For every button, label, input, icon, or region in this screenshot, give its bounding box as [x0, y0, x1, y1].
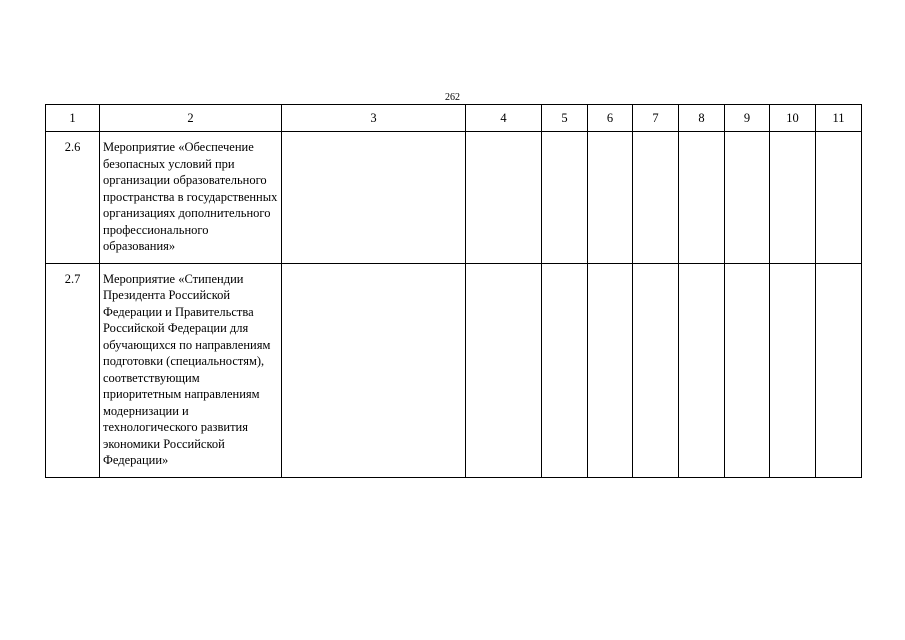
column-header-3: 3 [282, 105, 466, 132]
row-activity-name: Мероприятие «Обеспечение безопасных условий при организации образовательного пространства в государственных организациях дополнительного профессионального образования» [100, 132, 282, 264]
row-number: 2.7 [46, 263, 100, 477]
row-number: 2.6 [46, 132, 100, 264]
column-header-4: 4 [466, 105, 542, 132]
table-cell [282, 263, 466, 477]
table-header-row [46, 105, 862, 132]
column-header-2: 2 [100, 105, 282, 132]
table-row [46, 132, 862, 264]
table-cell [770, 132, 816, 264]
table-cell [542, 263, 588, 477]
table-cell [466, 263, 542, 477]
column-header-5: 5 [542, 105, 588, 132]
column-header-11: 11 [816, 105, 862, 132]
table-cell [542, 132, 588, 264]
row-activity-name: Мероприятие «Стипендии Президента Российской Федерации и Правительства Российской Федерации для обучающихся по направлениям подготовки (специальностям), соответствующим приоритетным направлениям модернизации и технологического развития экономики Российской Федерации» [100, 263, 282, 477]
data-table [45, 104, 862, 478]
table-cell [679, 132, 725, 264]
table-cell [588, 263, 633, 477]
column-header-1: 1 [46, 105, 100, 132]
table-row [46, 263, 862, 477]
table-cell [633, 263, 679, 477]
table-cell [725, 132, 770, 264]
table-cell [816, 263, 862, 477]
table-cell [725, 263, 770, 477]
table-cell [770, 263, 816, 477]
table-cell [466, 132, 542, 264]
column-header-7: 7 [633, 105, 679, 132]
table-cell [679, 263, 725, 477]
column-header-10: 10 [770, 105, 816, 132]
table-cell [816, 132, 862, 264]
page-number: 262 [445, 92, 460, 103]
column-header-8: 8 [679, 105, 725, 132]
table-cell [633, 132, 679, 264]
table-cell [282, 132, 466, 264]
table-cell [588, 132, 633, 264]
column-header-9: 9 [725, 105, 770, 132]
column-header-6: 6 [588, 105, 633, 132]
